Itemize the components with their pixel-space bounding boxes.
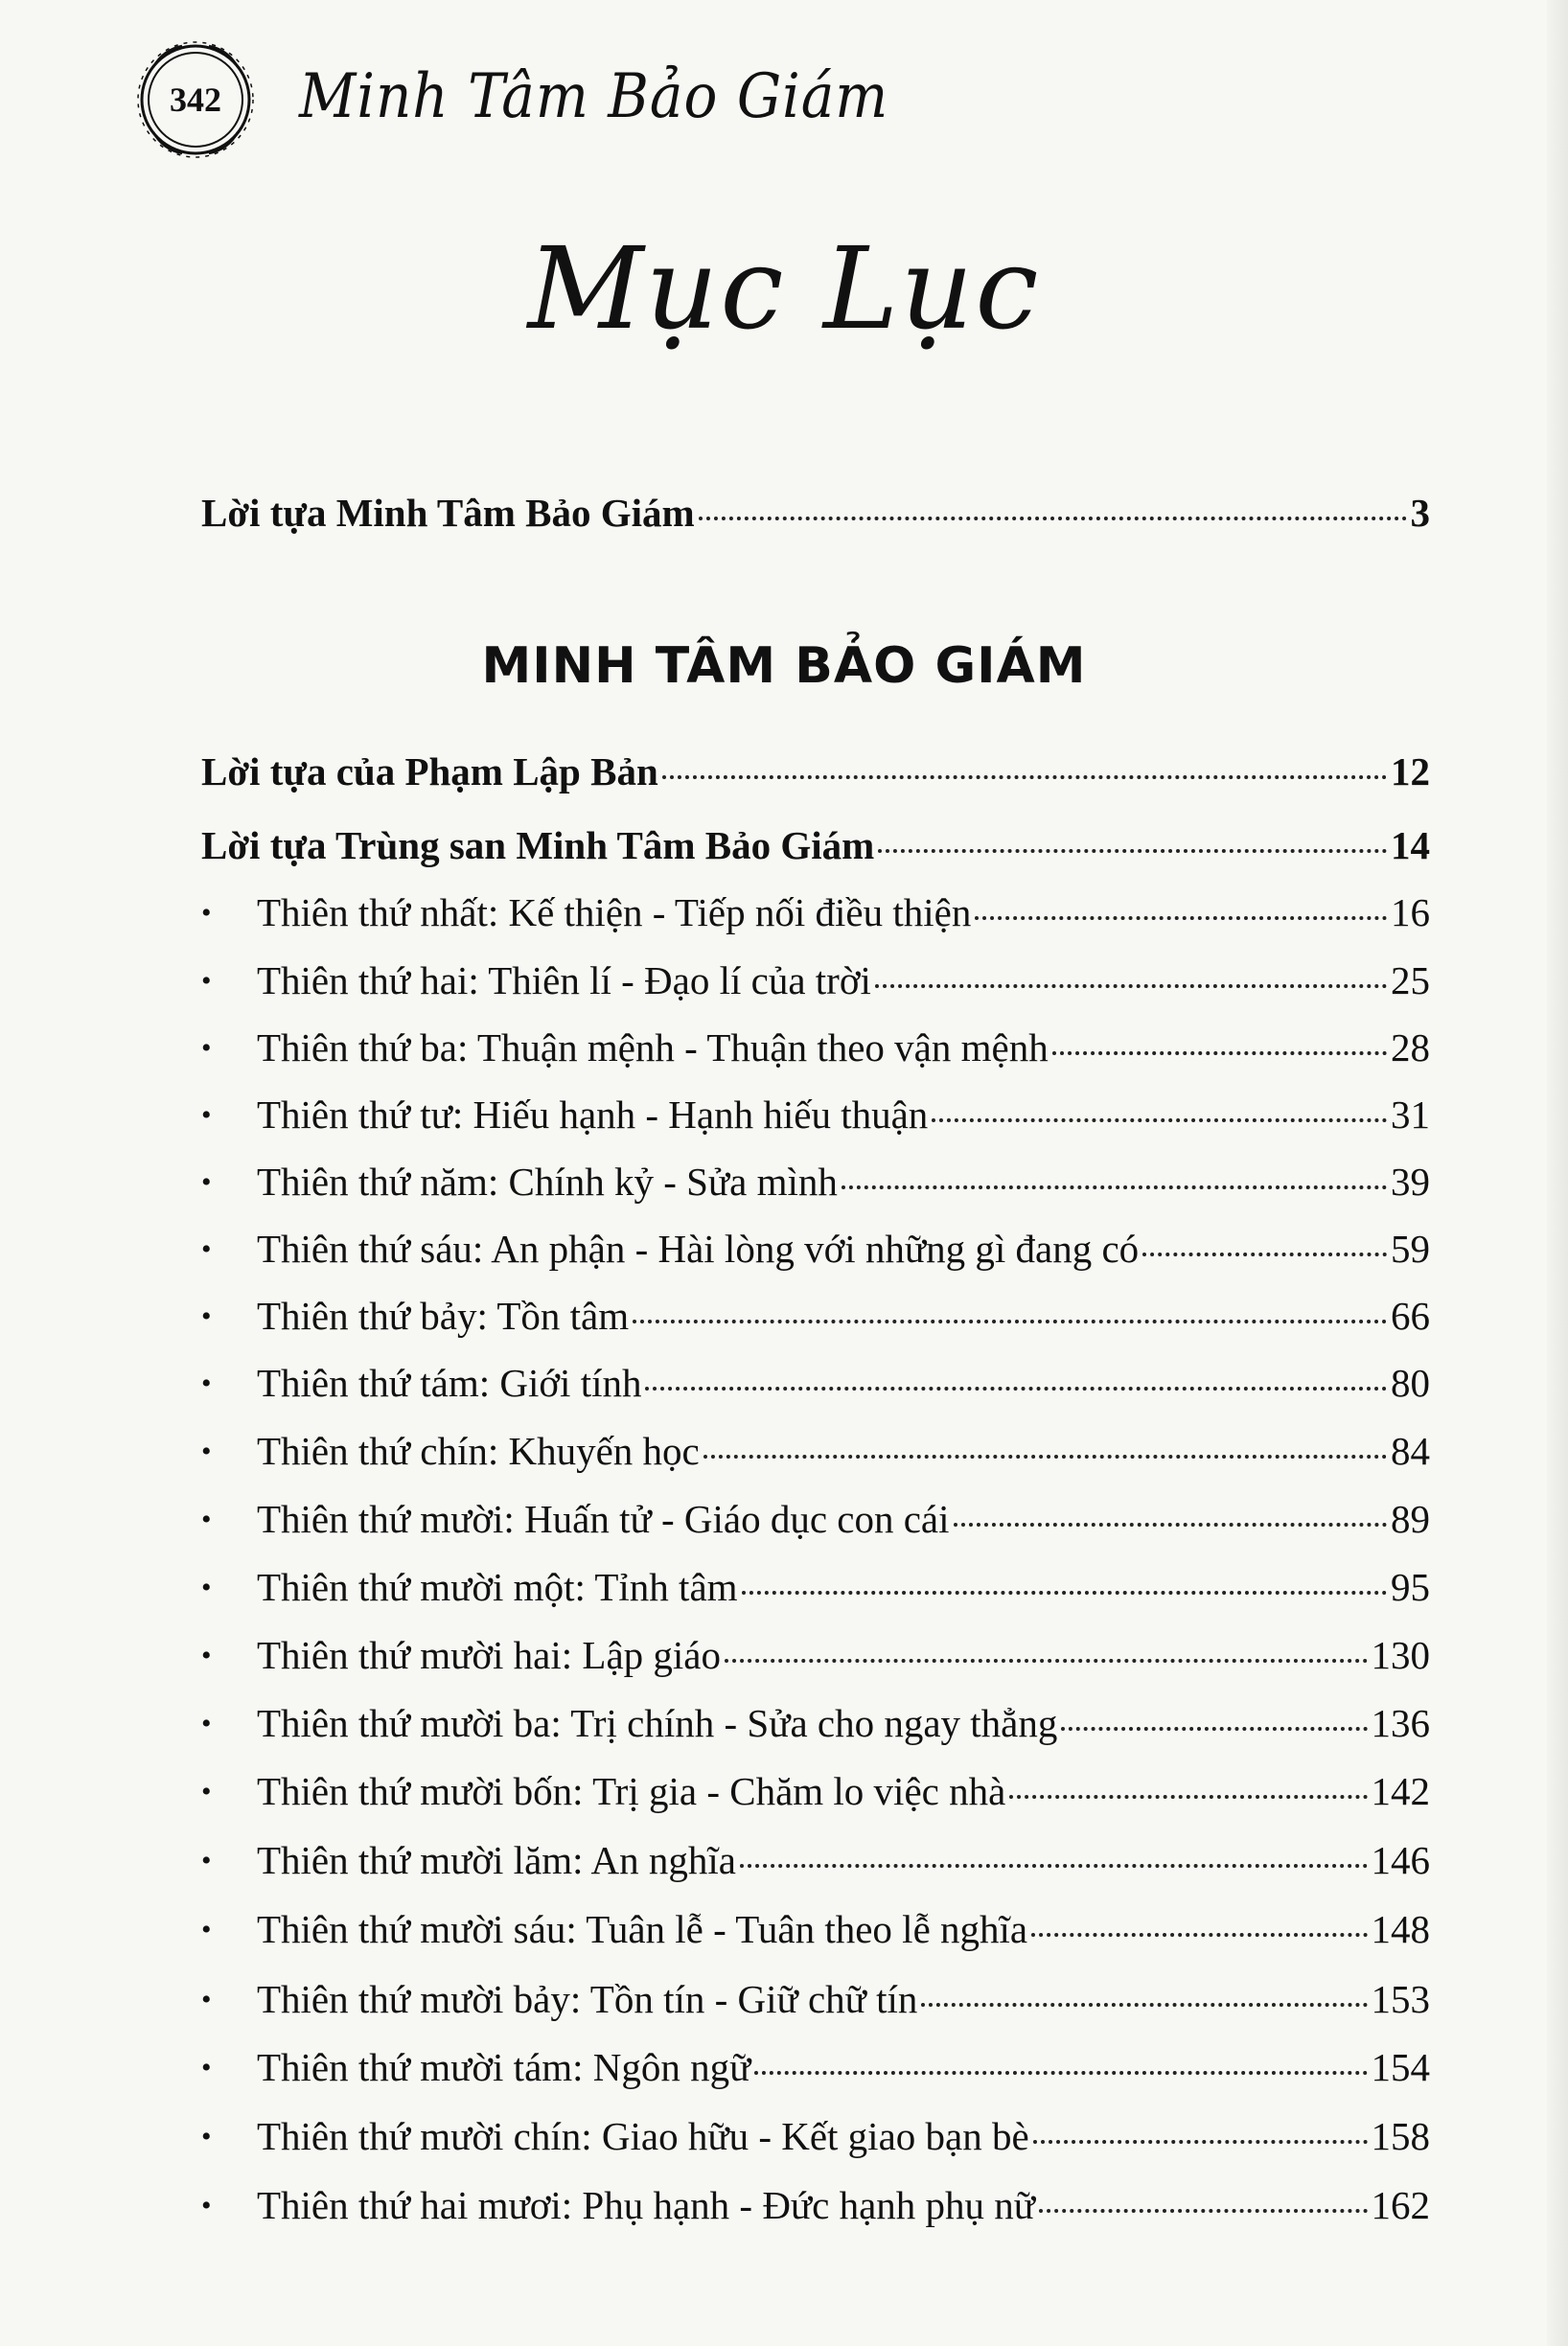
toc-entry-chapter[interactable] [201,1769,1430,1813]
toc-entry-title: Thiên thứ mười hai: Lập giáo [257,1633,721,1677]
toc-entry-page: 84 [1391,1429,1430,1473]
dot-leader [740,1864,1368,1868]
toc-entry-title: Lời tựa Trùng san Minh Tâm Bảo Giám [201,823,875,867]
toc-entry-title: Thiên thứ mười sáu: Tuân lễ - Tuân theo lễ nghĩa [257,1907,1028,1951]
toc-entry-page: 3 [1410,491,1430,535]
toc-entry-title: Thiên thứ mười lăm: An nghĩa [257,1838,736,1882]
toc-entry-title: Thiên thứ hai: Thiên lí - Đạo lí của trời [257,958,871,1002]
toc-entry-title: Thiên thứ hai mươi: Phụ hạnh - Đức hạnh phụ nữ [257,2183,1036,2227]
toc-heading: Mục Lục [527,222,1041,355]
bullet-icon: • [201,1845,212,1876]
bullet-icon: • [201,1300,212,1332]
dot-leader [645,1387,1387,1391]
dot-leader [1033,2140,1368,2144]
bullet-icon: • [201,2121,212,2152]
section-title: MINH TÂM BẢO GIÁM [481,637,1087,695]
dot-leader [703,1455,1387,1459]
dot-leader [1061,1727,1367,1731]
toc-entry-intro[interactable] [201,491,1430,535]
toc-entry-preface[interactable] [201,823,1430,867]
dot-leader [954,1523,1387,1527]
toc-entry-page: 162 [1371,2183,1430,2227]
toc-entry-chapter[interactable] [201,1838,1430,1882]
dot-leader [842,1185,1387,1189]
toc-entry-title: Thiên thứ nhất: Kế thiện - Tiếp nối điều thiện [257,890,972,934]
toc-entry-page: 31 [1391,1092,1430,1137]
dot-leader [921,2003,1367,2007]
dot-leader [633,1320,1387,1323]
toc-entry-title: Thiên thứ mười bảy: Tồn tín - Giữ chữ tín [257,1977,918,2021]
dot-leader [1031,1933,1367,1937]
dot-leader [662,775,1387,779]
page-number-badge [134,38,257,161]
dot-leader [1009,1795,1367,1799]
toc-entry-page: 142 [1371,1769,1430,1813]
toc-entry-chapter[interactable] [201,1633,1430,1677]
toc-entry-chapter[interactable] [201,1907,1430,1951]
page-header [134,38,997,163]
dot-leader [975,916,1387,920]
bullet-icon: • [201,1166,212,1198]
bullet-icon: • [201,1984,212,2015]
toc-entry-chapter[interactable] [201,2045,1430,2089]
toc-entry-page: 136 [1371,1701,1430,1745]
bullet-icon: • [201,1572,212,1603]
toc-entry-chapter[interactable] [201,1429,1430,1473]
toc-entry-title: Thiên thứ ba: Thuận mệnh - Thuận theo vận mệnh [257,1025,1049,1070]
toc-entry-chapter[interactable] [201,1361,1430,1405]
bullet-icon: • [201,1504,212,1535]
bullet-icon: • [201,965,212,997]
bullet-icon: • [201,1776,212,1807]
bullet-icon: • [201,1708,212,1739]
toc-entry-title: Thiên thứ bảy: Tồn tâm [257,1294,630,1338]
toc-entry-page: 146 [1371,1838,1430,1882]
toc-entry-title: Lời tựa Minh Tâm Bảo Giám [201,491,695,535]
toc-entry-chapter[interactable] [201,1227,1430,1271]
dot-leader [1052,1051,1387,1055]
bullet-icon: • [201,1233,212,1265]
bullet-icon: • [201,1436,212,1467]
toc-entry-chapter[interactable] [201,958,1430,1002]
bullet-icon: • [201,2052,212,2083]
toc-entry-page: 39 [1391,1160,1430,1204]
dot-leader [878,849,1387,853]
bullet-icon: • [201,1032,212,1064]
bullet-icon: • [201,897,212,929]
toc-entry-title: Thiên thứ mười: Huấn tử - Giáo dục con cái [257,1497,950,1541]
toc-entry-title: Thiên thứ mười ba: Trị chính - Sửa cho ngay thẳng [257,1701,1058,1745]
page-number: 342 [170,80,221,119]
toc-entry-chapter[interactable] [201,1294,1430,1338]
toc-entry-title: Thiên thứ mười bốn: Trị gia - Chăm lo việc nhà [257,1769,1006,1813]
toc-entry-title: Thiên thứ năm: Chính kỷ - Sửa mình [257,1160,838,1204]
toc-entry-chapter[interactable] [201,2183,1430,2227]
bullet-icon: • [201,1914,212,1945]
toc-entry-title: Thiên thứ tư: Hiếu hạnh - Hạnh hiếu thuận [257,1092,929,1137]
toc-entry-chapter[interactable] [201,1162,1430,1202]
toc-entry-page: 148 [1371,1907,1430,1951]
toc-entry-title: Thiên thứ mười chín: Giao hữu - Kết giao bạn bè [257,2114,1029,2158]
toc-entry-page: 154 [1371,2045,1430,2089]
toc-entry-chapter[interactable] [201,1497,1430,1541]
toc-entry-page: 158 [1371,2114,1430,2158]
running-title: Minh Tâm Bảo Giám [299,59,889,132]
dot-leader [699,517,1407,520]
toc-entry-chapter[interactable] [201,1025,1430,1070]
bullet-icon: • [201,2190,212,2221]
toc-entry-title: Thiên thứ sáu: An phận - Hài lòng với những gì đang có [257,1227,1140,1271]
toc-entry-page: 95 [1391,1565,1430,1609]
toc-entry-page: 25 [1391,958,1430,1002]
toc-entry-page: 59 [1391,1227,1430,1271]
toc-entry-chapter[interactable] [201,2114,1430,2158]
toc-entry-title: Thiên thứ chín: Khuyến học [257,1429,700,1473]
dot-leader [1142,1253,1387,1256]
dot-leader [1039,2209,1367,2213]
dot-leader [932,1118,1387,1122]
toc-entry-chapter[interactable] [201,1565,1430,1609]
toc-entry-page: 28 [1391,1025,1430,1070]
toc-entry-chapter[interactable] [201,1977,1430,2021]
bullet-icon: • [201,1640,212,1671]
toc-entry-page: 89 [1391,1497,1430,1541]
toc-entry-page: 66 [1391,1294,1430,1338]
toc-entry-title: Thiên thứ mười một: Tỉnh tâm [257,1565,738,1609]
toc-entry-title: Thiên thứ mười tám: Ngôn ngữ [257,2045,751,2089]
dot-leader [742,1591,1387,1595]
toc-entry-title: Lời tựa của Phạm Lập Bản [201,749,658,794]
toc-entry-chapter[interactable] [201,1092,1430,1137]
dot-leader [725,1659,1368,1663]
toc-entry-chapter[interactable] [201,1701,1430,1745]
toc-entry-chapter[interactable] [201,890,1430,934]
toc-entry-page: 16 [1391,890,1430,934]
dot-leader [875,984,1387,988]
toc-entry-title: Thiên thứ tám: Giới tính [257,1361,642,1405]
bullet-icon: • [201,1368,212,1399]
toc-entry-preface[interactable] [201,749,1430,794]
dot-leader [754,2071,1367,2075]
toc-entry-page: 130 [1371,1633,1430,1677]
bullet-icon: • [201,1099,212,1131]
toc-entry-page: 153 [1371,1977,1430,2021]
toc-entry-page: 80 [1391,1361,1430,1405]
toc-entry-page: 14 [1391,823,1430,867]
toc-entry-page: 12 [1391,749,1430,794]
